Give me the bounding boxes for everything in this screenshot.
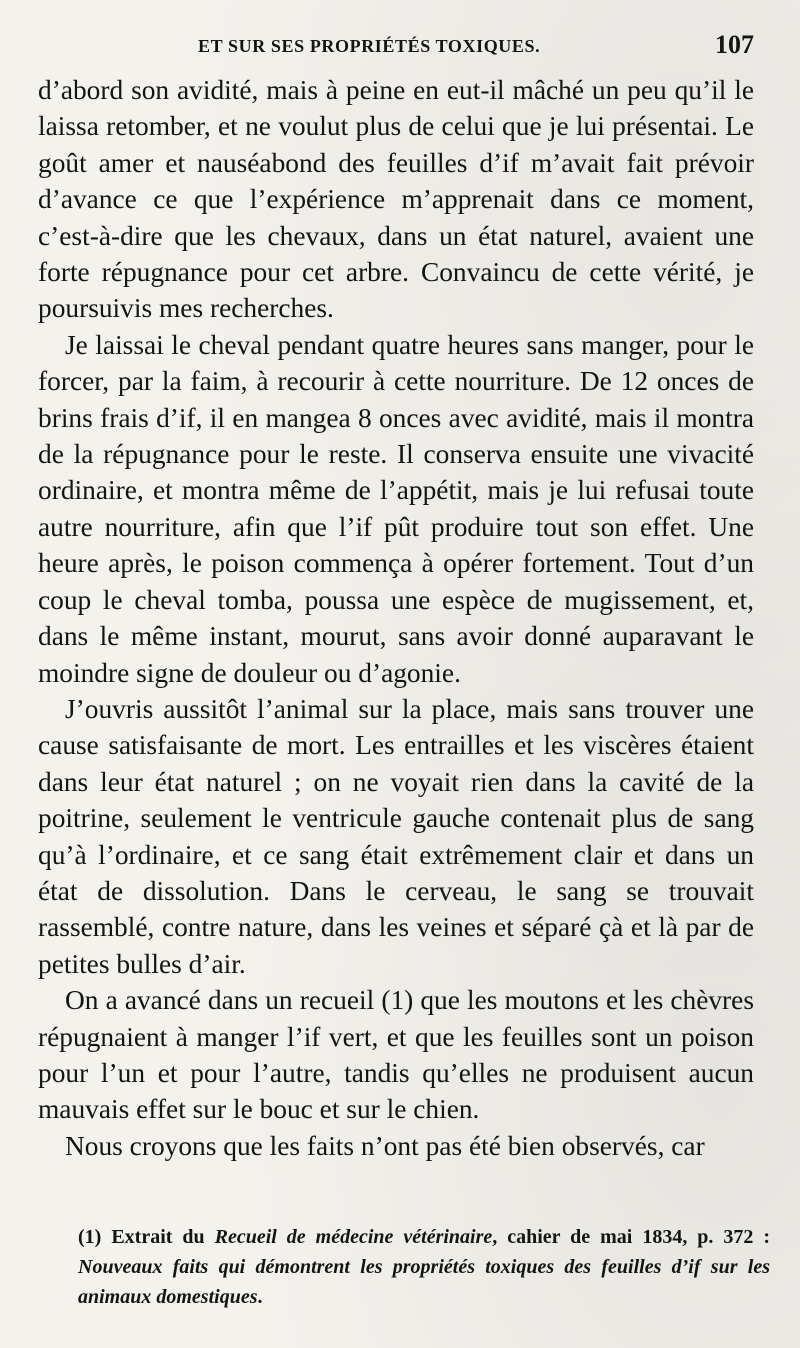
page-number: 107 [715, 30, 754, 59]
footnote-end: . [257, 1286, 263, 1308]
paragraph: J’ouvris aussitôt l’animal sur la place, mais sans trouver une cause satisfaisante de mort. Les entrailles et les viscères étaient dans leur état naturel ; on ne voyait rien dans la cavité de la poitrine, seulement le ventricule gauche contenait plus de sang qu’à l’ordinaire, et ce sang était extrêmement clair et dans un état de dissolution. Dans le cerveau, le sang se trouvait rassemblé, contre nature, dans les veines et séparé çà et là par de petites bulles d’air. [38, 693, 754, 979]
footnote-intro: Extrait du [111, 1226, 205, 1248]
running-title: ET SUR SES PROPRIÉTÉS TOXIQUES. [198, 36, 541, 56]
footnote-marker: (1) [78, 1226, 102, 1248]
paragraph: Je laissai le cheval pendant quatre heures sans manger, pour le forcer, par la faim, à recourir à cette nourriture. De 12 onces de brins frais d’if, il en mangea 8 onces avec avidité, mais il montra de la répugnance pour le reste. Il conserva ensuite une vivacité ordinaire, et montra même de l’appétit, mais je lui refusai toute autre nourriture, afin que l’if pût produire tout son effet. Une heure après, le poison commença à opérer fortement. Tout d’un coup le cheval tomba, poussa une espèce de mugissement, et, dans le même instant, mourut, sans avoir donné auparavant le moindre signe de douleur ou d’agonie. [38, 329, 754, 688]
paragraph: On a avancé dans un recueil (1) que les moutons et les chèvres répugnaient à manger l’if vert, et que les feuilles sont un poison pour l’un et pour l’autre, tandis qu’elles ne produisent aucun mauvais effet sur le bouc et sur le chien. [38, 985, 754, 1125]
footnote-citation: , cahier de mai 1834, p. 372 : [492, 1226, 771, 1248]
paragraph-last: Nous croyons que les faits n’ont pas été bien observés, car [65, 1130, 705, 1161]
footnote-article-title: Nouveaux faits qui démontrent les propriétés toxiques des feuilles d’if sur les animaux domestiques [78, 1256, 770, 1308]
footnote-journal-title: Recueil de médecine vétérinaire [214, 1226, 493, 1248]
footnote [78, 1222, 770, 1312]
footnote-text [78, 1222, 770, 1312]
running-header [38, 0, 754, 59]
paragraph-continued: d’abord son avidité, mais à peine en eut-il mâché un peu qu’il le laissa retomber, et ne voulut plus de celui que je lui présentai. Le goût amer et nauséabond des feuilles d’if m’avait fait prévoir d’avance ce que l’expérience m’apprenait dans ce moment, c’est-à-dire que les chevaux, dans un état naturel, avaient une forte répugnance pour cet arbre. Convaincu de cette vérité, je poursuivis mes recherches. [38, 75, 754, 324]
body-text [38, 72, 754, 1164]
